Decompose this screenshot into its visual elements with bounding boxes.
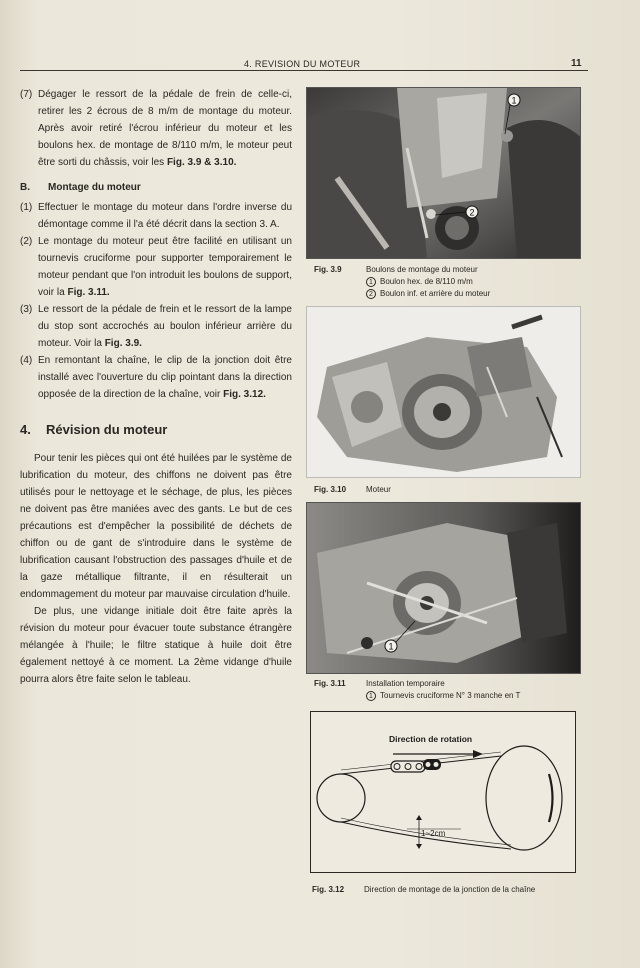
item-number: (3) — [20, 304, 33, 315]
chain-joint — [391, 759, 441, 772]
section-title: Montage du moteur — [48, 182, 141, 193]
item-number: (7) — [20, 89, 33, 100]
marker-1: 1 — [366, 691, 376, 701]
figure-title: Installation temporaire — [366, 679, 445, 688]
rear-sprocket-mark — [549, 774, 553, 822]
diagram-fig-3-12 — [310, 711, 576, 873]
body-paragraph: Pour tenir les pièces qui ont été huilées par le système de lubrification du moteur, des chiffons ne doivent pas être utilisés pour le nettoyage et le séchage, de plus, les pièces ne doivent pas être maniées avec des gants. Le but de ces précautions est d'empêcher la possibilité de déchets de chiffon ou de gant de s'introduire dans le système de lubrification causant l'obstruction des passages d'huile et de la gaze métallique filtrante, il en résulterait un endommagement du moteur par mauvaise circulation d'huile. — [20, 453, 292, 600]
item-text: Le ressort de la pédale de frein et le ressort de la lampe du stop sont accrochés au boulon inférieur arrière du moteur. Voir la — [38, 304, 292, 349]
figure-label: Fig. 3.9 — [314, 265, 342, 274]
direction-label: Direction de rotation — [389, 734, 473, 744]
photo-fig-3-10 — [306, 306, 581, 478]
section-letter: B. — [20, 182, 30, 193]
figure-label: Fig. 3.10 — [314, 485, 347, 494]
figure-reference: Fig. 3.9. — [104, 338, 142, 349]
section-b-heading — [20, 179, 292, 196]
list-item — [20, 301, 292, 352]
figure-label: Fig. 3.11 — [314, 679, 346, 688]
section-title: Révision du moteur — [46, 422, 168, 437]
page-header — [0, 55, 640, 75]
paragraph-text: Dégager le ressort de la pédale de frein de celle-ci, retirer les 2 écrous de 8 m/m de montage du moteur. Après avoir retiré l'écrou inférieur du moteur et les boulons hex. de montage de 8/110 m/m, le moteur peut être sorti du châssis, voir les — [38, 89, 292, 168]
paragraph-7 — [20, 86, 292, 171]
body-paragraph: De plus, une vidange initiale doit être faite après la révision du moteur pour évacuer toute substance étrangère mélangée à l'huile; le filtre statique à huile doit être également nettoyé à ce moment. La 2ème vidange d'huile pourra alors être faite selon le tableau. — [20, 606, 292, 685]
caption-fig-3-12 — [312, 884, 535, 896]
rear-sprocket — [486, 746, 562, 850]
section-4-heading — [20, 421, 292, 438]
figure-title: Moteur — [366, 485, 391, 494]
marker-1: 1 — [366, 277, 376, 287]
figure-label: Fig. 3.12 — [312, 885, 345, 894]
item-text: Effectuer le montage du moteur dans l'ordre inverse du démontage comme il l'a été décrit dans la section 3. A. — [38, 202, 292, 230]
front-sprocket — [317, 774, 365, 822]
section-header-title: 4. REVISION DU MOTEUR — [244, 59, 361, 69]
photo-fig-3-11 — [306, 502, 581, 674]
sag-dimension-label: 1~2cm — [421, 829, 446, 838]
caption-fig-3-10 — [314, 484, 391, 496]
caption-item: Boulon hex. de 8/110 m/m — [380, 277, 473, 286]
callout-number: 2 — [469, 207, 475, 218]
caption-item: Boulon inf. et arrière du moteur — [380, 289, 491, 298]
list-item — [20, 233, 292, 301]
caption-fig-3-11 — [314, 678, 520, 702]
header-rule — [20, 70, 588, 71]
callout-number: 1 — [388, 641, 394, 652]
marker-2: 2 — [366, 289, 376, 299]
figure-reference: Fig. 3.12. — [223, 389, 266, 400]
list-item — [20, 199, 292, 233]
section-number: 4. — [20, 422, 31, 437]
page-number: 11 — [571, 58, 582, 69]
item-text: En remontant la chaîne, le clip de la jonction doit être installé avec l'ouverture du clip pointant dans la direction opposée de la direction de la chaîne, voir — [38, 355, 292, 400]
caption-fig-3-9 — [314, 264, 490, 300]
item-number: (1) — [20, 202, 33, 213]
callout-number: 1 — [511, 95, 517, 106]
item-number: (4) — [20, 355, 33, 366]
item-number: (2) — [20, 236, 33, 247]
list-item — [20, 352, 292, 403]
caption-item: Tournevis cruciforme N° 3 manche en T — [380, 691, 521, 700]
figure-reference: Fig. 3.9 & 3.10. — [166, 157, 237, 168]
photo-fig-3-9 — [306, 87, 581, 259]
item-text: Le montage du moteur peut être facilité en utilisant un tournevis cruciforme pour supporter temporairement le moteur pendant que l'on introduit les boulons de support, voir la — [38, 236, 292, 298]
figure-title: Boulons de montage du moteur — [366, 265, 478, 274]
figure-title: Direction de montage de la jonction de la chaîne — [364, 885, 536, 894]
left-text-column — [20, 86, 292, 688]
figure-reference: Fig. 3.11. — [67, 287, 110, 298]
